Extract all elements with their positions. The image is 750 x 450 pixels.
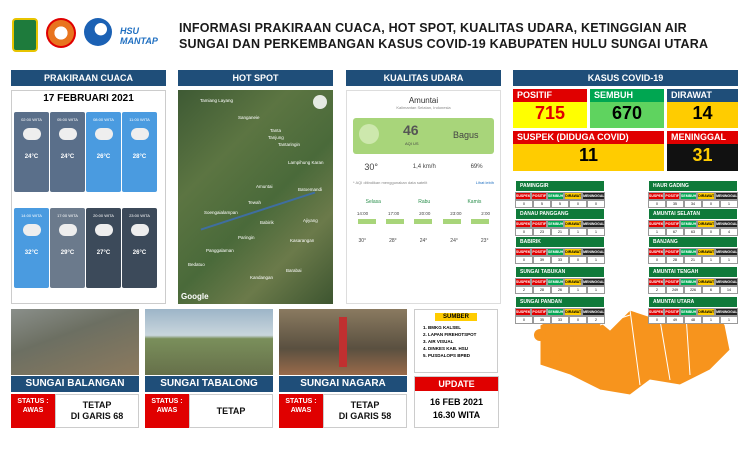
district-value: 4 [720,228,738,236]
district-col-label: MENINGGAL [716,222,738,226]
map-place-label: Kandangan [250,275,274,280]
district-col-label: MENINGGAL [716,280,738,284]
map-place-label: Tamiang Layang [200,98,234,103]
district-value: 0 [569,200,587,208]
district-col-label: POSITIF [532,250,547,254]
district-value: 1 [569,286,587,294]
district-col-label: SUSPEK [649,250,664,254]
hsu-mantap-logo: HSU MANTAP [120,26,158,46]
forecast-temp: 23° [480,238,489,244]
river-name: SUNGAI TABALONG [145,376,273,392]
weather-time: 11:00 WITA [129,117,150,122]
weather-time: 17:00 WITA [57,213,78,218]
title-line-2: SUNGAI DAN PERKEMBANGAN KASUS COVID-19 KABUPATEN HULU SUNGAI UTARA [179,37,709,51]
district-value: 1 [587,286,605,294]
district-value: 1 [648,228,666,236]
district-value: 0 [648,316,666,324]
weather-temp: 29°C [60,250,75,256]
cloud-icon [23,224,41,236]
forecast-day: Selasa [365,199,381,205]
udara-more-link[interactable]: Lihat lebih [475,180,494,185]
suspek-box [513,131,664,171]
river-level: TETAP DI GARIS 58 [323,394,407,428]
map-place-label: Panggalaman [206,248,234,253]
positif-label: POSITIF [513,89,587,102]
river-status: STATUS : AWAS [145,394,189,428]
district-col-label: DIRAWAT [565,194,582,198]
map-place-label: Ajiyang [303,218,318,223]
dirawat-label: DIRAWAT [667,89,738,102]
district-card [648,180,738,208]
district-name: SUNGAI PANDAN [515,296,605,308]
district-col-label: DIRAWAT [565,280,582,284]
district-col-label: DIRAWAT [698,280,715,284]
district-col-label: MENINGGAL [583,222,605,226]
aqi-unit: AQI US [405,141,419,146]
aqi-box [353,118,494,154]
map-place-label: Paringin [238,235,255,240]
district-value: 67 [666,228,684,236]
weather-time: 05:00 WITA [57,117,78,122]
district-value: 2 [515,286,533,294]
district-col-label: SEMBUH [681,222,697,226]
district-value: 23 [533,228,551,236]
meninggal-box [667,131,738,171]
district-col-label: POSITIF [665,194,680,198]
positif-box [513,89,587,128]
weather-time: 02:00 WITA [21,117,42,122]
sembuh-label: SEMBUH [590,89,664,102]
forecast-temp: 24° [450,238,458,244]
map-place-label: Amuntai [256,184,273,189]
district-card [515,236,605,264]
forecast-day: Rabu [418,199,431,205]
district-col-label: SUSPEK [516,310,531,314]
sembuh-box [590,89,664,128]
district-col-label: MENINGGAL [583,310,605,314]
cloud-icon [131,224,149,236]
udara-humidity: 69% [470,164,483,170]
district-col-label: SUSPEK [649,280,664,284]
district-value: 1 [720,316,738,324]
district-value: 0 [569,256,587,264]
district-col-label: DIRAWAT [565,310,582,314]
cloud-icon [23,128,41,140]
udara-panel [346,90,501,304]
district-value: 0 [648,200,666,208]
udara-sub: Kalimantan Selatan, Indonesia [396,105,451,110]
forecast-temp: 24° [419,238,428,244]
map-place-label: Sanganeie [238,115,260,120]
district-value: 0 [515,256,533,264]
district-value: 1 [720,200,738,208]
sumber-item: 4. DINKES KAB. HSU [423,346,469,351]
district-value: 28 [666,256,684,264]
meninggal-value: 31 [692,145,713,165]
district-name: HAUR GADING [648,180,738,192]
aqi-value: 46 [403,122,419,138]
map-place-label: Tantaringin [278,142,301,147]
district-value: 1 [702,316,720,324]
sembuh-value: 670 [611,103,643,123]
dirawat-box [667,89,738,128]
district-value: 6 [702,286,720,294]
district-value: 249 [666,286,684,294]
weather-time: 08:00 WITA [93,117,114,122]
map-place-label: Lampihung Karan [288,160,324,165]
meninggal-label: MENINGGAL [667,131,738,144]
cloud-icon [59,224,77,236]
sumber-item: 2. LAPAN FIREHOTSPOT [423,332,477,337]
map-place-label: Tanjung [268,135,284,140]
district-col-label: SUSPEK [516,250,531,254]
udara-heading: KUALITAS UDARA [346,70,501,86]
district-value: 0 [515,316,533,324]
forecast-hour: 20:00 [419,211,431,216]
hotspot-heading: HOT SPOT [178,70,333,86]
district-col-label: SUSPEK [649,194,664,198]
hotspot-map[interactable] [178,90,333,304]
district-value: 0 [515,200,533,208]
river-status: STATUS : AWAS [279,394,323,428]
positif-value: 715 [534,103,566,123]
district-value: 14 [720,286,738,294]
page-title [179,20,739,52]
district-value: 0 [702,200,720,208]
river-status: STATUS : AWAS [11,394,55,428]
district-value: 5 [533,200,551,208]
cloud-icon [95,128,113,140]
district-value: 35 [666,200,684,208]
district-col-label: POSITIF [532,310,547,314]
weather-temp: 26°C [132,250,147,256]
cuaca-heading: PRAKIRAAN CUACA [11,70,166,86]
udara-note: * AQI ditindikan menggunakan data satelit [353,180,428,185]
forecast-day: Kamis [467,199,482,205]
map-place-label: Soengaialampan [204,210,238,215]
update-date: 16 FEB 2021 [429,397,484,407]
district-col-label: SUSPEK [516,194,531,198]
map-place-label: Babirik [260,220,274,225]
district-value: 0 [587,200,605,208]
district-card [648,296,738,324]
map-layers-button[interactable] [313,95,327,109]
district-col-label: SEMBUH [548,310,564,314]
sumber-panel [414,309,498,373]
district-name: PAMINGGIR [515,180,605,192]
district-name: AMUNTAI SELATAN [648,208,738,220]
district-col-label: DIRAWAT [698,310,715,314]
district-col-label: DIRAWAT [698,194,715,198]
district-card [515,180,605,208]
district-col-label: MENINGGAL [716,194,738,198]
district-col-label: DIRAWAT [565,250,582,254]
forecast-hour: 23:00 [450,211,462,216]
udara-wind: 1,4 km/h [412,164,436,170]
district-col-label: SUSPEK [649,222,664,226]
district-col-label: MENINGGAL [583,280,605,284]
district-value: 0 [569,316,587,324]
sumber-item: 5. PUSDALOPS BPBD [423,353,471,358]
district-value: 1 [702,256,720,264]
photo-sungai-nagara [279,309,407,375]
district-col-label: SEMBUH [548,250,564,254]
district-value: 26 [551,286,569,294]
weather-cell [50,208,85,288]
river-level: TETAP [189,394,273,428]
weather-cell [86,208,121,288]
district-value: 21 [684,256,702,264]
district-value: 5 [551,200,569,208]
district-value: 2 [648,286,666,294]
district-value: 0 [702,228,720,236]
district-col-label: DIRAWAT [565,222,582,226]
district-value: 1 [720,256,738,264]
district-card [515,266,605,294]
district-col-label: SUSPEK [516,280,531,284]
district-col-label: SEMBUH [548,194,564,198]
forecast-temp: 30° [358,238,367,244]
suspek-label: SUSPEK (DIDUGA COVID) [513,131,664,144]
district-value: 49 [666,316,684,324]
district-card [648,266,738,294]
map-place-label: Tanta [270,128,282,133]
district-value: 2 [587,316,605,324]
cloud-icon [95,224,113,236]
district-card [515,296,605,324]
district-col-label: POSITIF [665,222,680,226]
district-col-label: POSITIF [532,222,547,226]
district-value: 0 [648,256,666,264]
district-card [648,236,738,264]
forecast-hour: 17:00 [388,211,400,216]
district-card [648,208,738,236]
district-value: 35 [533,316,551,324]
weather-time: 23:00 WITA [129,213,150,218]
weather-temp: 32°C [24,250,39,256]
district-col-label: DIRAWAT [698,222,715,226]
weather-cell [14,112,49,192]
river-name: SUNGAI BALANGAN [11,376,139,392]
udara-location: Amuntai [408,96,439,105]
forecast-temp: 28° [389,238,397,244]
dirawat-value: 14 [692,103,713,123]
district-col-label: SUSPEK [649,310,664,314]
weather-time: 20:00 WITA [93,213,114,218]
udara-temp: 30° [364,162,379,172]
district-col-label: SEMBUH [681,310,697,314]
sumber-heading: SUMBER [435,313,477,321]
district-col-label: POSITIF [665,310,680,314]
map-place-label: Tewah [248,200,262,205]
photo-sungai-balangan [11,309,139,375]
update-heading: UPDATE [415,377,498,391]
district-value: 39 [533,256,551,264]
district-col-label: MENINGGAL [583,194,605,198]
district-value: 33 [551,256,569,264]
district-name: AMUNTAI UTARA [648,296,738,308]
weather-cell [122,208,157,288]
weather-temp: 28°C [132,154,147,160]
weather-temp: 24°C [24,154,39,160]
aqi-status: Bagus [453,130,479,140]
kominfo-logo [84,18,112,46]
district-value: 1 [569,228,587,236]
bpbd-logo [46,18,76,48]
district-value: 63 [684,228,702,236]
river-name: SUNGAI NAGARA [279,376,407,392]
district-col-label: MENINGGAL [716,310,738,314]
cloud-icon [59,128,77,140]
sumber-item: 1. BMKG KALSEL [423,325,462,330]
cuaca-date: 17 FEBRUARI 2021 [43,93,134,104]
district-name: BABIRIK [515,236,605,248]
district-col-label: POSITIF [532,280,547,284]
district-value: 21 [551,228,569,236]
river-level: TETAP DI GARIS 68 [55,394,139,428]
photo-sungai-tabalong [145,309,273,375]
district-value: 48 [684,316,702,324]
weather-cell [14,208,49,288]
district-name: BANJANG [648,236,738,248]
update-panel [414,376,499,428]
district-value: 0 [515,228,533,236]
cloud-icon [131,128,149,140]
district-col-label: SEMBUH [548,222,564,226]
district-col-label: SEMBUH [681,250,697,254]
map-place-label: Batoemandi [298,187,323,192]
district-value: 33 [551,316,569,324]
district-col-label: SEMBUH [681,194,697,198]
weather-cell [122,112,157,192]
forecast-hour: 14:00 [356,211,369,216]
weather-temp: 24°C [60,154,75,160]
update-time: 16.30 WITA [432,410,481,420]
weather-cell [50,112,85,192]
forecast-hour: 2:00 [481,211,491,216]
district-col-label: POSITIF [532,194,547,198]
covid-heading: KASUS COVID-19 [513,70,738,86]
district-col-label: SEMBUH [548,280,564,284]
weather-time: 14:00 WITA [21,213,42,218]
district-col-label: POSITIF [665,280,680,284]
map-place-label: Kasarangan [290,238,315,243]
district-col-label: DIRAWAT [698,250,715,254]
district-col-label: SEMBUH [681,280,697,284]
district-value: 226 [684,286,702,294]
map-place-label: Barabai [286,268,302,273]
district-value: 1 [587,256,605,264]
hsu-regency-logo [12,18,38,52]
weather-temp: 27°C [96,250,111,256]
google-logo: Google [181,292,209,301]
district-value: 34 [684,200,702,208]
weather-temp: 26°C [96,154,111,160]
district-col-label: SUSPEK [516,222,531,226]
district-name: SUNGAI TABUKAN [515,266,605,278]
district-name: DANAU PANGGANG [515,208,605,220]
district-value: 28 [533,286,551,294]
district-col-label: POSITIF [665,250,680,254]
district-value: 1 [587,228,605,236]
district-name: AMUNTAI TENGAH [648,266,738,278]
district-col-label: MENINGGAL [583,250,605,254]
sumber-item: 3. AIR VISUAL [423,339,454,344]
district-col-label: MENINGGAL [716,250,738,254]
suspek-value: 11 [578,145,599,165]
district-card [515,208,605,236]
title-line-1: INFORMASI PRAKIRAAN CUACA, HOT SPOT, KUALITAS UDARA, KETINGGIAN AIR [179,21,687,35]
weather-cell [86,112,121,192]
map-place-label: Bedatuo [188,262,205,267]
